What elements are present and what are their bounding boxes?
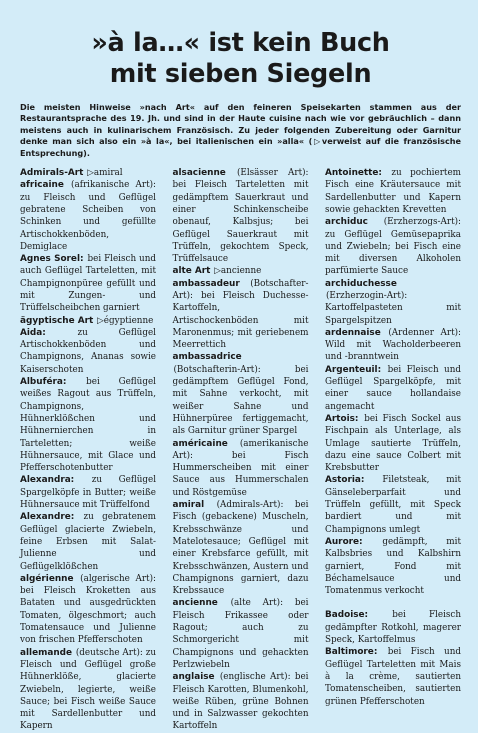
entry-description: ▷amiral: [87, 168, 123, 179]
entry-term: Alexandra:: [20, 475, 75, 486]
entry-description: bei Fleisch und Geflügel Spargelköpfe, mit einer sauce hollandaise angemacht: [325, 364, 462, 412]
glossary-entry: [173, 265, 309, 277]
entry-description: bei Fleisch gedämpfter Rotkohl, magerer Speck, Kartoffelmus: [325, 610, 461, 646]
entry-description: (Erzherzogin-Art): Kartoffelpasteten mit Spargelspitzen: [325, 291, 461, 326]
glossary-entry: [20, 179, 156, 253]
entry-term: Alexandre:: [20, 512, 75, 523]
entry-term: Agnes Sorel:: [20, 254, 84, 265]
entry-description: bei Fleisch und auch Geflügel Tarteletten, mit Champignonpüree gefüllt und mit Zungen- und Trüffelscheibchen garniert: [20, 254, 156, 314]
glossary-entry: [325, 216, 461, 277]
entry-term: algérienne: [20, 573, 74, 584]
entry-term: archiduc: [325, 217, 368, 228]
entry-description: zu pochiertem Fisch eine Kräutersauce mit Sardellenbutter und Kapern sowie gehackten Krevetten: [325, 168, 461, 215]
glossary-entry: [325, 609, 461, 646]
glossary-entry: [173, 278, 309, 352]
entry-term: amiral: [172, 500, 205, 511]
entry-description: (Elsässer Art): bei Fleisch Tarteletten mit gedämpftem Sauerkraut und einer Schinkenscheibe obenauf, Kalbsjus; bei Geflügel Sauerkraut mit Trüffeln, gekochtem Speck, Trüffelsauce: [172, 168, 309, 265]
glossary-entry: [173, 499, 309, 597]
glossary-entry: [20, 327, 156, 376]
entry-term: ambassadrice: [172, 352, 242, 363]
entry-term: Aurore:: [325, 536, 363, 547]
glossary-entry: [325, 413, 461, 474]
glossary-entry: [20, 647, 156, 733]
glossary-entry: [20, 253, 156, 314]
entry-description: (deutsche Art): zu Fleisch und Geflügel große Hühnerklöße, glacierte Zwiebeln, legierte, weiße Sauce; bei Fisch weiße Sauce mit Sardellenbutter und Kapern: [20, 647, 156, 732]
entry-description: zu gebratenem Geflügel glacierte Zwiebeln, feine Erbsen mit Salat-Julienne und Geflügelklößchen: [20, 512, 156, 572]
entry-description: (Botschafterin-Art): bei gedämpftem Geflügel Fond, mit Sahne verkocht, mit weißer Sahne und Hühnerpüree fertiggemacht, als Garnitur grüner Spargel: [172, 364, 309, 437]
entry-description: zu Geflügel Spargelköpfe in Butter; weiße Hühnersauce mit Trüffelfond: [20, 475, 157, 511]
entry-term: Aida:: [20, 327, 46, 338]
entry-term: Astoria:: [325, 475, 365, 486]
glossary-entry: [20, 511, 156, 572]
entry-term: américaine: [172, 438, 228, 449]
glossary-entry: [325, 327, 461, 364]
entry-description: bei Geflügel weißes Ragout aus Trüffeln, Champignons, Hühnerklößchen und Hühnernierchen in Tarteletten; weiße Hühnersauce, mit Glace und Pfefferschotenbutter: [20, 377, 156, 474]
entry-term: africaine: [20, 180, 64, 191]
glossary-entry: [20, 474, 156, 511]
entry-term: archiduchesse: [325, 278, 397, 289]
column-2: [173, 167, 309, 733]
entry-description: (alte Art): bei Fleisch Frikassee oder Ragout; auch zu Schmorgericht mit Champignons und gehackten Perlzwiebeln: [172, 598, 309, 670]
entry-description: (amerikanische Art): bei Fisch Hummerscheiben mit einer Sauce aus Hummerschalen und Röstgemüse: [172, 438, 309, 498]
entry-term: ambassadeur: [172, 278, 240, 289]
entry-description: (Admirals-Art): bei Fisch (gebackene) Muscheln, Krebsschwänze und Matelotesauce; Geflügel mit einer Krebsfarce gefüllt, mit Krebsschwänzen, Austern und Champignons garniert, dazu Krebssauce: [172, 500, 309, 597]
entry-term: anglaise: [172, 672, 215, 683]
entry-description: (afrikanische Art): zu Fleisch und Geflügel gebratene Scheiben von Schinken und gefüllte Artischokkenböden, Demiglace: [20, 180, 156, 252]
glossary-entry: [173, 671, 309, 732]
entry-term: ägyptische Art: [20, 315, 94, 326]
glossary-entry: [325, 364, 461, 413]
entry-description: ▷égyptienne: [97, 315, 154, 326]
entry-term: Artois:: [325, 413, 359, 424]
glossary-entry: [173, 597, 309, 671]
entry-description: (algerische Art): bei Fleisch Kroketten aus Bataten und ausgedrückten Tomaten, ölgeschmort; auch Tomatensauce und Julienne von frischen Pfefferschoten: [20, 573, 156, 646]
entry-description: (englische Art): bei Fleisch Karotten, Blumenkohl, weiße Rüben, grüne Bohnen und in Salzwasser gekochten Kartoffeln: [172, 672, 309, 732]
column-3: [325, 167, 461, 733]
entry-description: ▷ancienne: [214, 266, 262, 277]
entry-term: alsacienne: [172, 168, 226, 179]
glossary-entry: [20, 376, 156, 474]
glossary-entry: [325, 278, 461, 327]
glossary-entry: [173, 351, 309, 437]
entry-description: bei Fisch Sockel aus Fischpain als Unterlage, als Umlage sautierte Trüffeln, dazu eine sauce Colbert mit Krebsbutter: [325, 413, 462, 474]
entry-term: alte Art: [172, 266, 211, 277]
entry-term: ancienne: [172, 598, 218, 609]
entry-description: bei Fisch und Geflügel Tarteletten mit Mais à la crème, sautierten Tomatenscheiben, sautierten grünen Pfefferschoten: [325, 647, 461, 707]
glossary-columns: [20, 167, 461, 733]
glossary-entry: [173, 438, 309, 499]
entry-description: (Erzherzogs-Art): zu Geflügel Gemüsepaprika und Zwiebeln; bei Fisch eine mit diversen Alkoholen parfümierte Sauce: [325, 217, 461, 277]
entry-term: ardennaise: [325, 327, 381, 338]
glossary-entry: [20, 167, 156, 179]
entry-description: Filetsteak, mit Gänseleberparfait und Trüffeln gefüllt, mit Speck bardiert und mit Champignons umlegt: [325, 475, 461, 535]
glossary-entry: [173, 167, 309, 265]
title-line-1: »à la…« ist kein Buch: [91, 28, 390, 58]
entry-description: zu Geflügel Artischokkenböden und Champignons, Ananas sowie Kaiserschoten: [20, 327, 156, 375]
glossary-entry: [325, 474, 461, 535]
entry-description: (Botschafter-Art): bei Fleisch Duchesse-Kartoffeln, Artischockenböden mit Maronenmus; mit geriebenem Meerrettich: [172, 278, 309, 351]
column-1: [20, 167, 156, 733]
glossary-entry: [325, 167, 461, 216]
entry-term: allemande: [20, 647, 73, 658]
glossary-entry: [325, 646, 461, 707]
page-title: [20, 28, 461, 90]
entry-term: Antoinette:: [325, 168, 382, 179]
entry-term: Argenteuil:: [325, 364, 382, 375]
glossary-entry: [20, 315, 156, 327]
glossary-entry: [20, 573, 156, 647]
intro-paragraph: Die meisten Hinweise »nach Art« auf den feineren Speisekarten stammen aus der Restaurantsprache des 19. Jh. und sind in der Haute cuisine nach wie vor gebräuchlich – dann meistens auch in kulinarischem Französisch. Zu jeder folgenden Zubereitung oder Garnitur denke man sich also ein »à la«, bei italienischen ein »alla« (▷verweist auf die französische Entsprechung).: [20, 102, 461, 158]
entry-description: (Ardenner Art): Wild mit Wacholderbeeren und -branntwein: [325, 327, 461, 363]
entry-term: Baltimore:: [325, 647, 378, 658]
glossary-entry: [325, 536, 461, 597]
entry-term: Admirals-Art: [20, 168, 84, 179]
entry-description: gedämpft, mit Kalbsbries und Kalbshirn garniert, Fond mit Béchamelsauce und Tomatenmus verkocht: [325, 536, 462, 597]
title-line-2: mit sieben Siegeln: [109, 59, 372, 89]
entry-term: Badoise:: [325, 610, 369, 621]
entry-term: Albuféra:: [20, 377, 67, 388]
